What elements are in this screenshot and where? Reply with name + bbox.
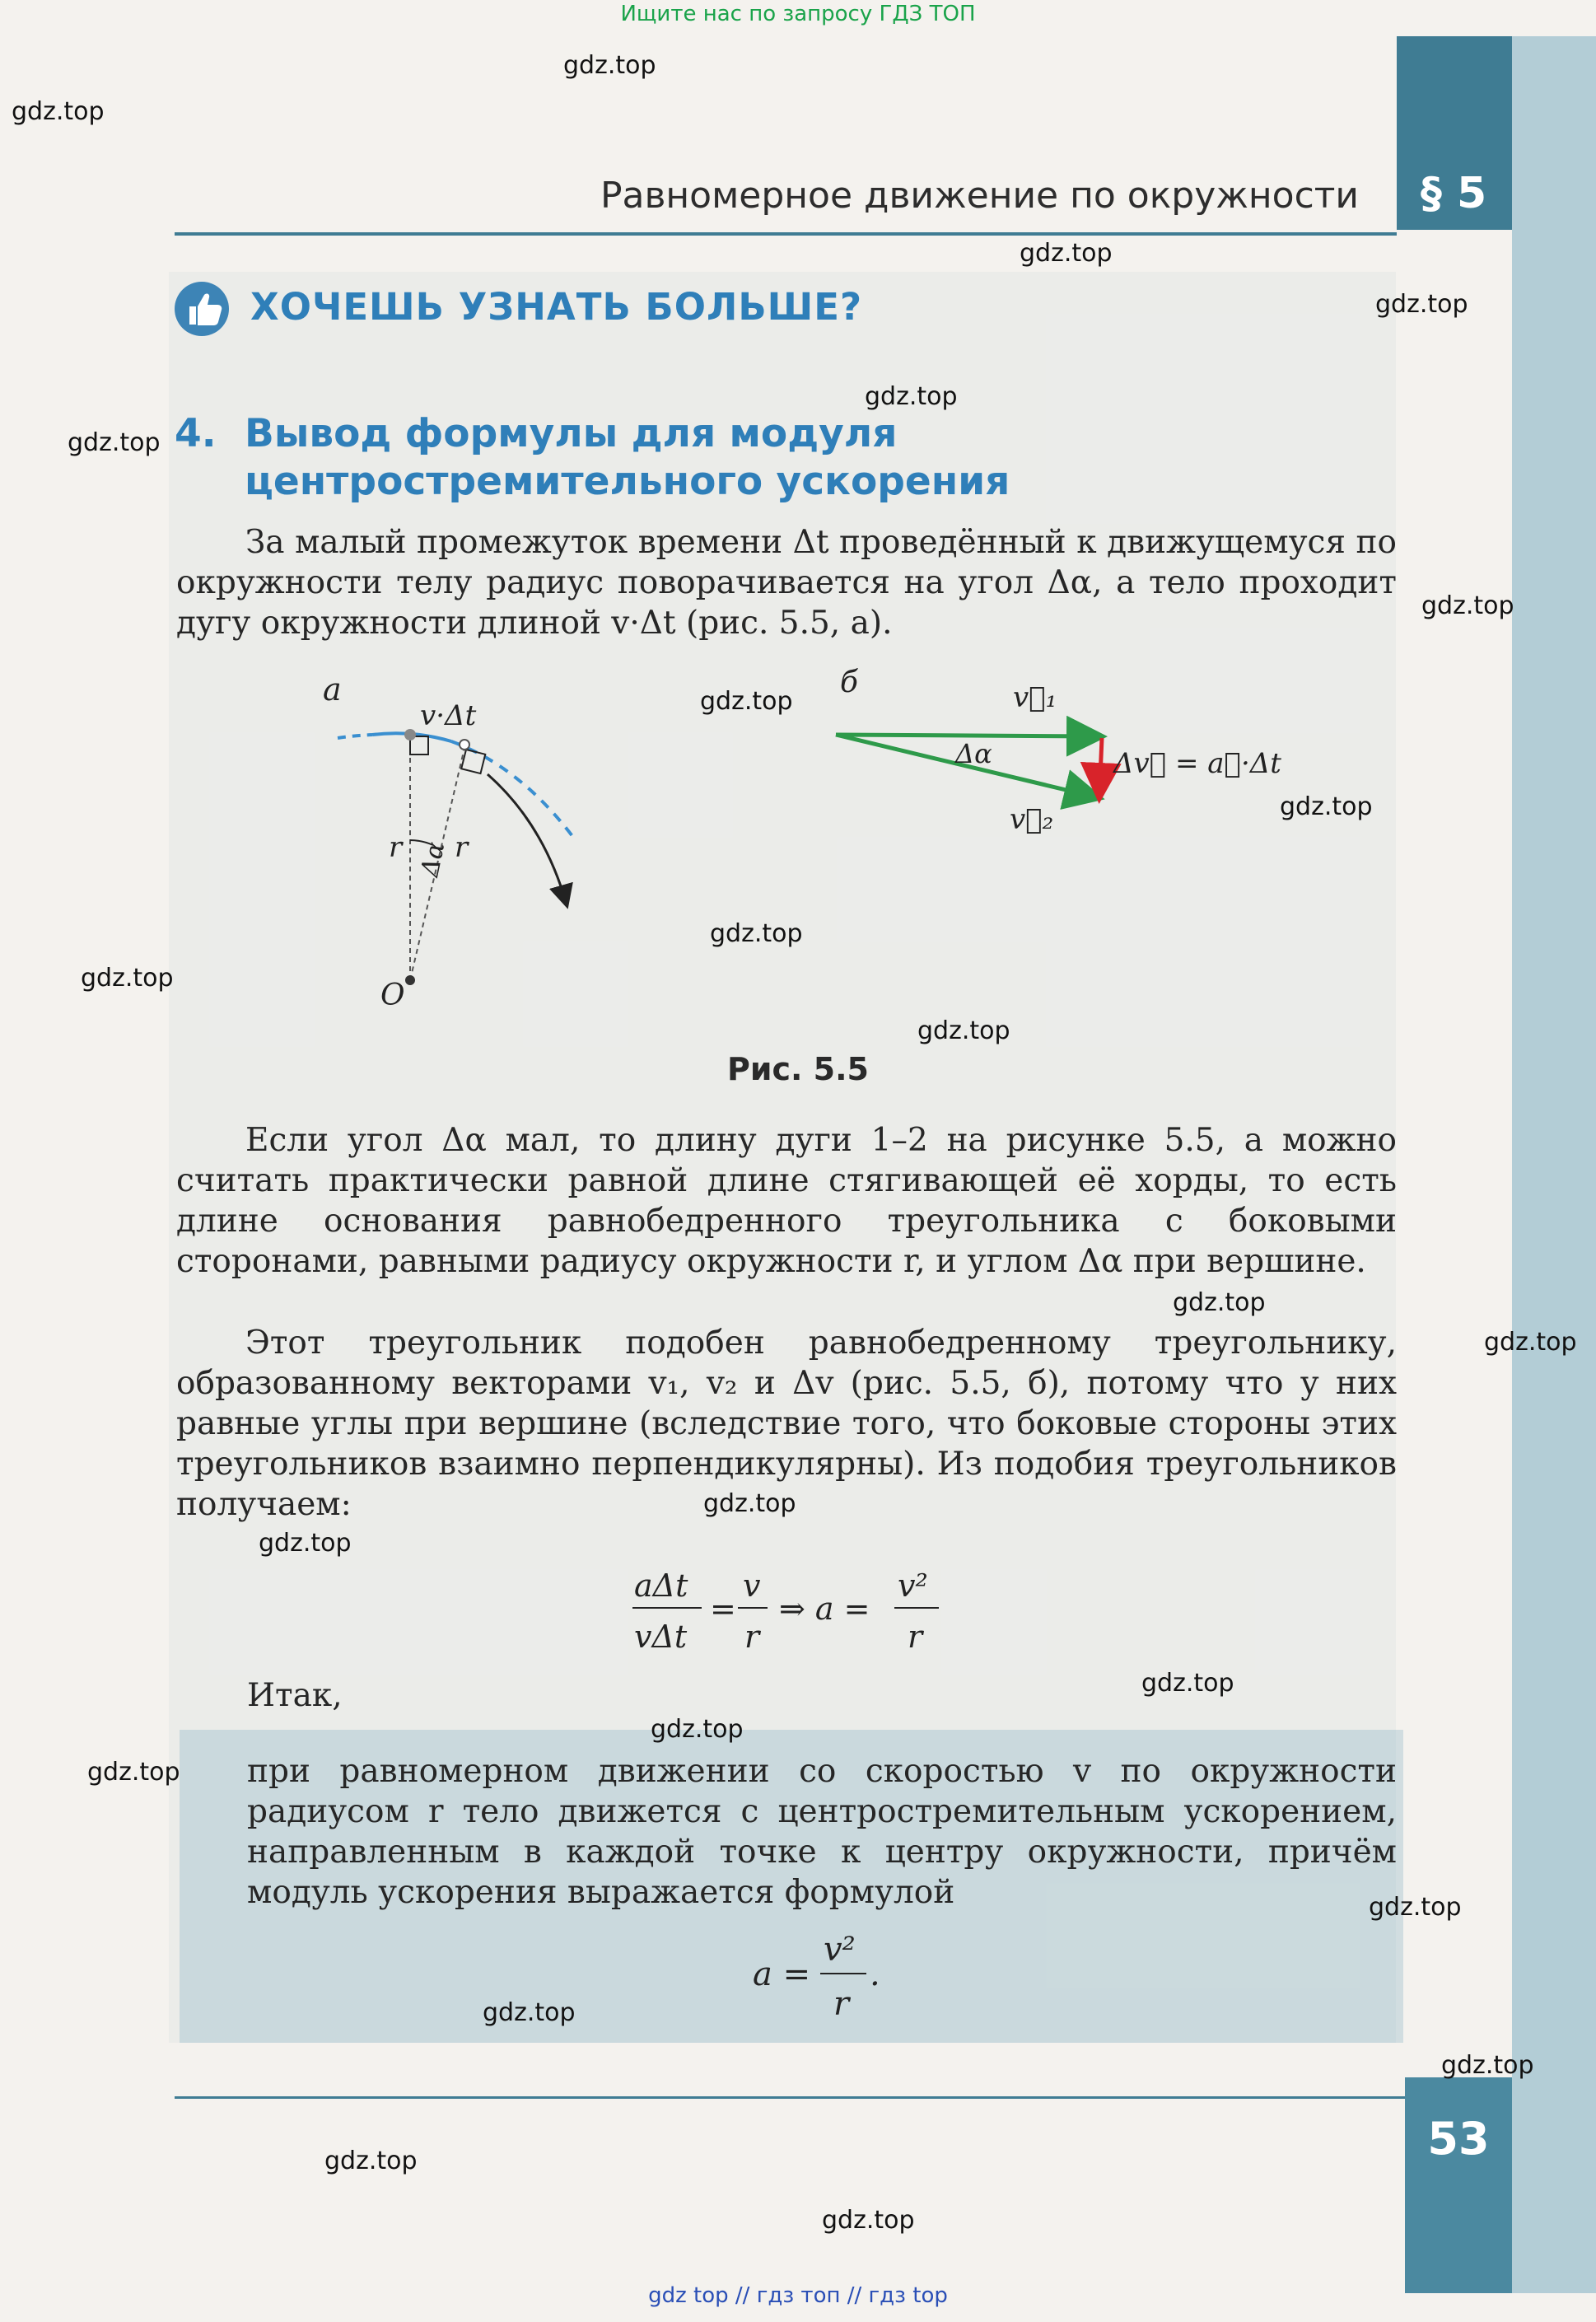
page-number-tab [1405, 2077, 1512, 2293]
f1-num-right: v² [898, 1567, 928, 1604]
watermark[interactable]: gdz.top [563, 51, 656, 80]
paragraph-2: Если угол Δα мал, то длину дуги 1–2 на рисунке 5.5, а можно считать практически равной длине стягивающей её хорды, то есть длине основания равнобедренного треугольника с боковыми сторонами, равными радиусу окружности r, и углом Δα при вершине. [176, 1122, 1397, 1280]
top-banner[interactable]: Ищите нас по запросу ГДЗ ТОП [620, 2, 976, 26]
want-more-heading: ХОЧЕШЬ УЗНАТЬ БОЛЬШЕ? [250, 285, 863, 329]
f2-den: r [833, 1985, 850, 2023]
watermark[interactable]: gdz.top [324, 2147, 418, 2175]
point-1 [404, 729, 416, 741]
formula-similarity [626, 1557, 972, 1672]
bottom-banner[interactable]: gdz top // гдз топ // гдз top [648, 2283, 948, 2308]
thumbs-up-icon [175, 282, 229, 336]
f1-eq: = [710, 1591, 736, 1627]
f1-den-left: vΔt [634, 1619, 688, 1655]
watermark[interactable]: gdz.top [1020, 239, 1113, 268]
v2-label: v⃗₂ [1010, 803, 1054, 836]
arc-length-label: v·Δt [420, 699, 477, 732]
watermark[interactable]: gdz.top [917, 1016, 1010, 1045]
section-heading [175, 410, 1245, 506]
section-heading-line1: Вывод формулы для модуля [245, 411, 898, 456]
f1-arrow: ⇒ a = [779, 1591, 870, 1627]
v1-label: v⃗₁ [1013, 681, 1057, 714]
watermark[interactable]: gdz.top [865, 382, 958, 411]
page-edge-strip [1512, 36, 1596, 2293]
f2-lhs: a = [753, 1955, 811, 1993]
section-number: § 5 [1420, 169, 1487, 218]
watermark[interactable]: gdz.top [259, 1529, 352, 1558]
paragraph-5: при равномерном движении со скоростью v по окружности радиусом r тело движется с центростремительным ускорением, направленным в каждой точке к центру окружности, причём модуль ускорения выражается формулой [247, 1753, 1397, 1911]
paragraph-3: Этот треугольник подобен равнобедренному треугольнику, образованному векторами v₁, v₂ и Δv (рис. 5.5, б), потому что у них равные углы при вершине (вследствие того, что боковые стороны этих треугольников взаимно перпендикулярны). Из подобия треугольников получаем: [176, 1325, 1397, 1523]
section-heading-line2: центростремительного ускорения [245, 459, 1010, 504]
center-label: O [380, 979, 405, 1012]
watermark[interactable]: gdz.top [700, 687, 793, 716]
formula-centripetal [749, 1924, 931, 2031]
figure-caption: Рис. 5.5 [727, 1051, 869, 1087]
f2-num: v² [824, 1931, 856, 1969]
f1-num-mid: v [743, 1567, 761, 1604]
watermark[interactable]: gdz.top [81, 964, 174, 993]
radius-label-left: r [389, 831, 403, 864]
header-rule [175, 232, 1397, 236]
watermark[interactable]: gdz.top [1441, 2051, 1534, 2080]
f2-dot: . [870, 1955, 880, 1993]
vector-v1 [836, 735, 1099, 736]
watermark[interactable]: gdz.top [651, 1715, 744, 1744]
radius-label-right: r [455, 831, 469, 864]
paragraph-1: За малый промежуток времени Δt проведённый к движущемуся по окружности телу радиус поворачивается на угол Δα, а тело проходит дугу окружности длиной v·Δt (рис. 5.5, а). [176, 524, 1397, 642]
watermark[interactable]: gdz.top [1375, 290, 1468, 319]
figure-label-b: б [840, 666, 858, 699]
arc-continuation [451, 741, 572, 836]
watermark[interactable]: gdz.top [1280, 792, 1373, 821]
f1-den-mid: r [744, 1619, 760, 1655]
figure-5-5 [313, 659, 1400, 1021]
watermark[interactable]: gdz.top [68, 428, 161, 457]
f1-den-right: r [908, 1619, 923, 1655]
watermark[interactable]: gdz.top [822, 2206, 915, 2235]
motion-arrow [488, 774, 567, 904]
watermark[interactable]: gdz.top [1369, 1893, 1462, 1922]
watermark[interactable]: gdz.top [703, 1489, 796, 1518]
vector-dv [1099, 738, 1102, 796]
watermark[interactable]: gdz.top [12, 97, 105, 126]
page-number: 53 [1427, 2113, 1490, 2165]
watermark[interactable]: gdz.top [483, 1998, 576, 2027]
point-2 [460, 740, 469, 750]
watermark[interactable]: gdz.top [1421, 591, 1514, 620]
watermark[interactable]: gdz.top [1141, 1669, 1234, 1698]
footer-rule [175, 2096, 1405, 2099]
figure-label-a: а [323, 671, 342, 708]
delta-alpha-label-b: Δα [955, 738, 992, 769]
section-heading-number: 4. [175, 411, 217, 456]
dv-label: Δv⃗ = a⃗·Δt [1113, 747, 1281, 780]
arc-start-dashed [338, 735, 372, 738]
center-point [405, 975, 415, 985]
watermark[interactable]: gdz.top [710, 919, 803, 948]
watermark[interactable]: gdz.top [1173, 1288, 1266, 1317]
watermark[interactable]: gdz.top [87, 1758, 180, 1787]
paragraph-4: Итак, [247, 1677, 343, 1714]
right-angle-2 [461, 750, 485, 773]
page-header-title: Равномерное движение по окружности [600, 175, 1359, 217]
angle-label: Δα [415, 839, 451, 880]
watermark[interactable]: gdz.top [1484, 1328, 1577, 1357]
f1-num-left: aΔt [634, 1567, 688, 1604]
